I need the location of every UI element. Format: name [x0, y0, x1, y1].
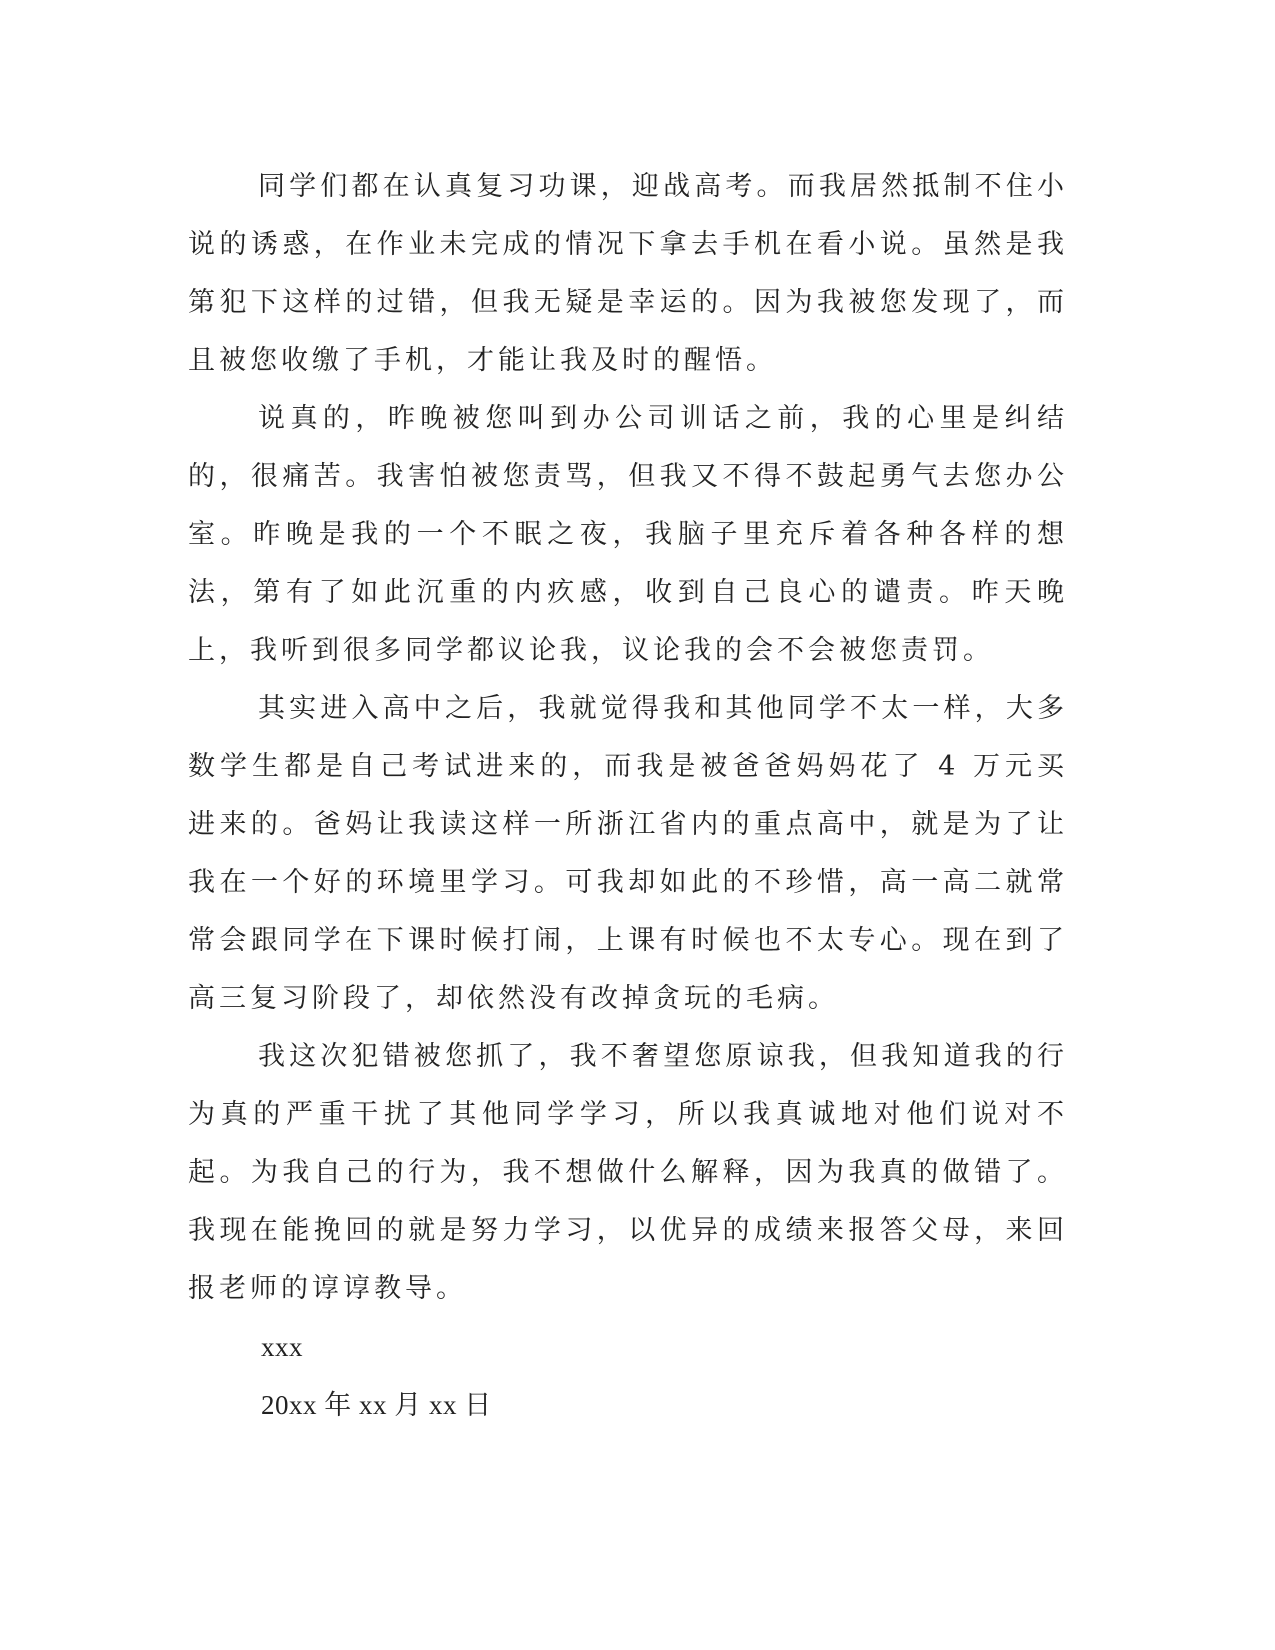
signature: xxx — [261, 1332, 303, 1362]
paragraph-4: 我这次犯错被您抓了，我不奢望您原谅我，但我知道我的行为真的严重干扰了其他同学学习，所以我真诚地对他们说对不起。为我自己的行为，我不想做什么解释，因为我真的做错了。我现在能挽回的就是努力学习，以优异的成绩来报答父母，来回报老师的谆谆教导。 — [188, 1041, 1068, 1304]
date: 20xx 年 xx 月 xx 日 — [261, 1390, 492, 1420]
document-body — [188, 158, 1068, 1434]
paragraph-3: 其实进入高中之后，我就觉得我和其他同学不太一样，大多数学生都是自己考试进来的，而我是被爸爸妈妈花了 4 万元买进来的。爸妈让我读这样一所浙江省内的重点高中，就是为了让我在一个好的环境里学习。可我却如此的不珍惜，高一高二就常常会跟同学在下课时候打闹，上课有时候也不太专心。现在到了高三复习阶段了，却依然没有改掉贪玩的毛病。 — [188, 693, 1068, 1014]
paragraph-2: 说真的，昨晚被您叫到办公司训话之前，我的心里是纠结的，很痛苦。我害怕被您责骂，但我又不得不鼓起勇气去您办公室。昨晚是我的一个不眠之夜，我脑子里充斥着各种各样的想法，第有了如此沉重的内疚感，收到自己良心的谴责。昨天晚上，我听到很多同学都议论我，议论我的会不会被您责罚。 — [188, 403, 1068, 666]
paragraph-1: 同学们都在认真复习功课，迎战高考。而我居然抵制不住小说的诱惑，在作业未完成的情况下拿去手机在看小说。虽然是我第犯下这样的过错，但我无疑是幸运的。因为我被您发现了，而且被您收缴了手机，才能让我及时的醒悟。 — [188, 171, 1068, 376]
